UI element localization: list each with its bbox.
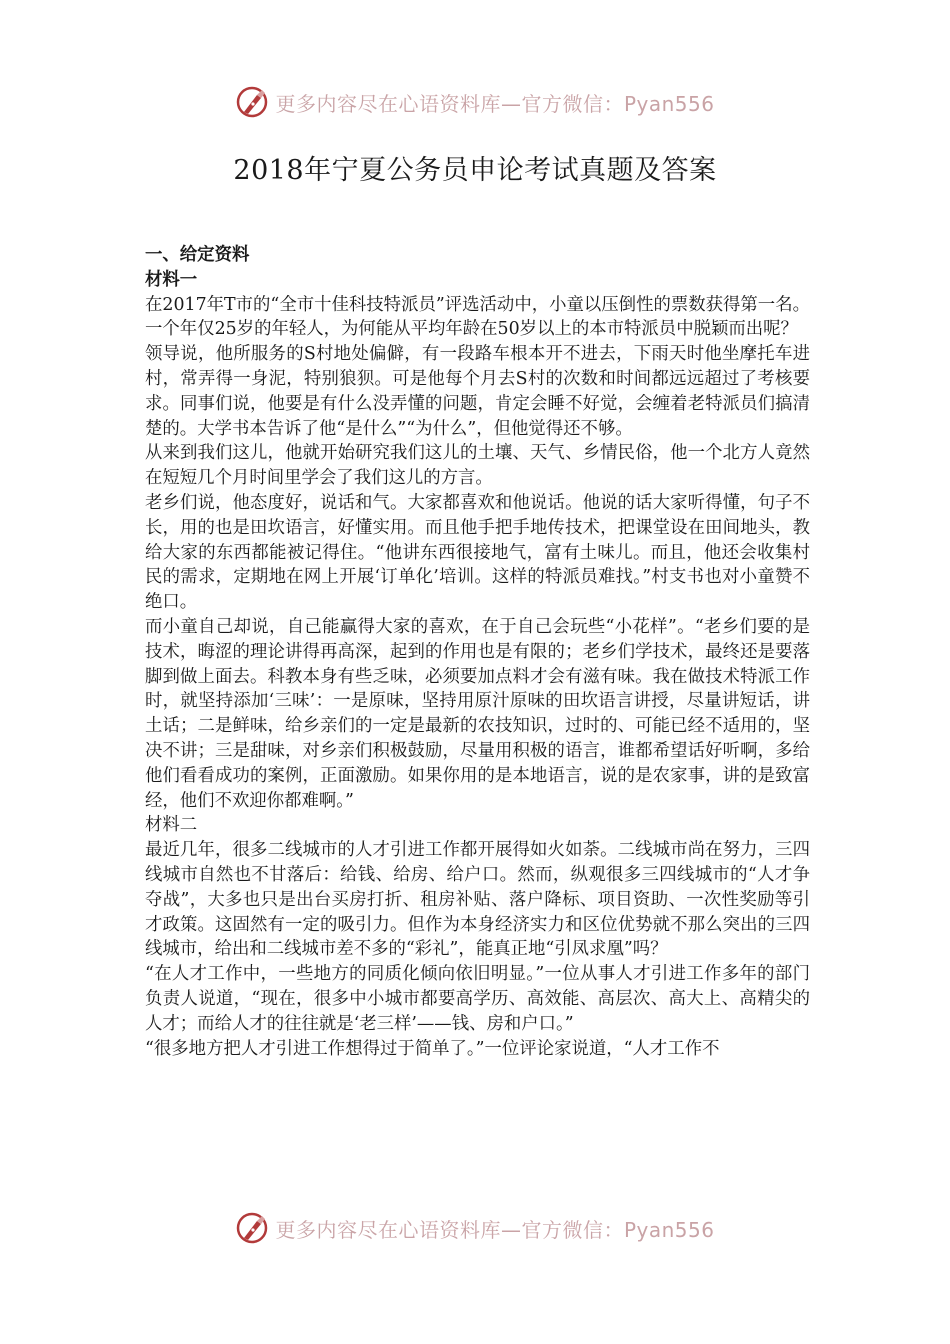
pen-nib-logo-icon [235,1211,269,1245]
paragraph: 在2017年T市的“全市十佳科技特派员”评选活动中，小童以压倒性的票数获得第一名。一个年仅25岁的年轻人，为何能从平均年龄在50岁以上的本市特派员中脱颖而出呢？ [145,294,810,340]
paragraph: 从来到我们这儿，他就开始研究我们这儿的土壤、天气、乡情民俗，他一个北方人竟然在短短几个月时间里学会了我们这儿的方言。 [145,443,810,489]
paragraph: “很多地方把人才引进工作想得过于简单了。”一位评论家说道，“人才工作不 [145,1038,720,1059]
watermark-banner-bottom [0,1208,950,1248]
pen-nib-logo-icon [235,85,269,119]
watermark-banner-top [0,82,950,122]
material-1-heading: 材料一 [145,269,198,290]
document-title: 2018年宁夏公务员申论考试真题及答案 [233,155,717,186]
paragraph: 最近几年，很多二线城市的人才引进工作都开展得如火如荼。二线城市尚在努力，三四线城市自然也不甘落后：给钱、给房、给户口。然而，纵观很多三四线城市的“人才争夺战”，大多也只是出台买房打折、租房补贴、落户降标、项目资助、一次性奖励等引才政策。这固然有一定的吸引力。但作为本身经济实力和区位优势就不那么突出的三四线城市，给出和二线城市差不多的“彩礼”，能真正地“引凤求凰”吗？ [145,840,810,960]
document-body [145,243,810,1061]
watermark-text: 更多内容尽在心语资料库—官方微信：Pyan556 [275,91,715,116]
paragraph: “在人才工作中，一些地方的同质化倾向依旧明显。”一位从事人才引进工作多年的部门负责人说道，“现在，很多中小城市都要高学历、高效能、高层次、高大上、高精尖的人才；而给人才的往往就是‘老三样’——钱、房和户口。” [145,964,810,1034]
paragraph: 老乡们说，他态度好，说话和气。大家都喜欢和他说话。他说的话大家听得懂，句子不长，用的也是田坎语言，好懂实用。而且他手把手地传技术，把课堂设在田间地头，教给大家的东西都能被记得住。“他讲东西很接地气，富有土味儿。而且，他还会收集村民的需求，定期地在网上开展‘订单化’培训。这样的特派员难找。”村支书也对小童赞不绝口。 [145,492,810,613]
material-2-heading: 材料二 [145,815,198,836]
watermark-text: 更多内容尽在心语资料库—官方微信：Pyan556 [275,1217,715,1242]
paragraph: 而小童自己却说，自己能赢得大家的喜欢，在于自己会玩些“小花样”。“老乡们要的是技术，晦涩的理论讲得再高深，起到的作用也是有限的；老乡们学技术，最终还是要落脚到做上面去。科教本身有些乏味，必须要加点料才会有滋有味。我在做技术特派工作时，就坚持添加‘三味’：一是原味，坚持用原汁原味的田坎语言讲授，尽量讲短话，讲土话；二是鲜味，给乡亲们的一定是最新的农技知识，过时的、可能已经不适用的，坚决不讲；三是甜味，对乡亲们积极鼓励，尽量用积极的语言，谁都希望话好听啊，多给他们看看成功的案例，正面激励。如果你用的是本地语言，说的是农家事，讲的是致富经，他们不欢迎你都难啊。” [145,616,810,811]
section-heading: 一、给定资料 [145,245,250,265]
paragraph: 领导说，他所服务的S村地处偏僻，有一段路车根本开不进去，下雨天时他坐摩托车进村，常弄得一身泥，特别狼狈。可是他每个月去S村的次数和时间都远远超过了考核要求。同事们说，他要是有什么没弄懂的问题，肯定会睡不好觉，会缠着老特派员们搞清楚的。大学书本告诉了他“是什么”“为什么”，但他觉得还不够。 [145,344,810,439]
